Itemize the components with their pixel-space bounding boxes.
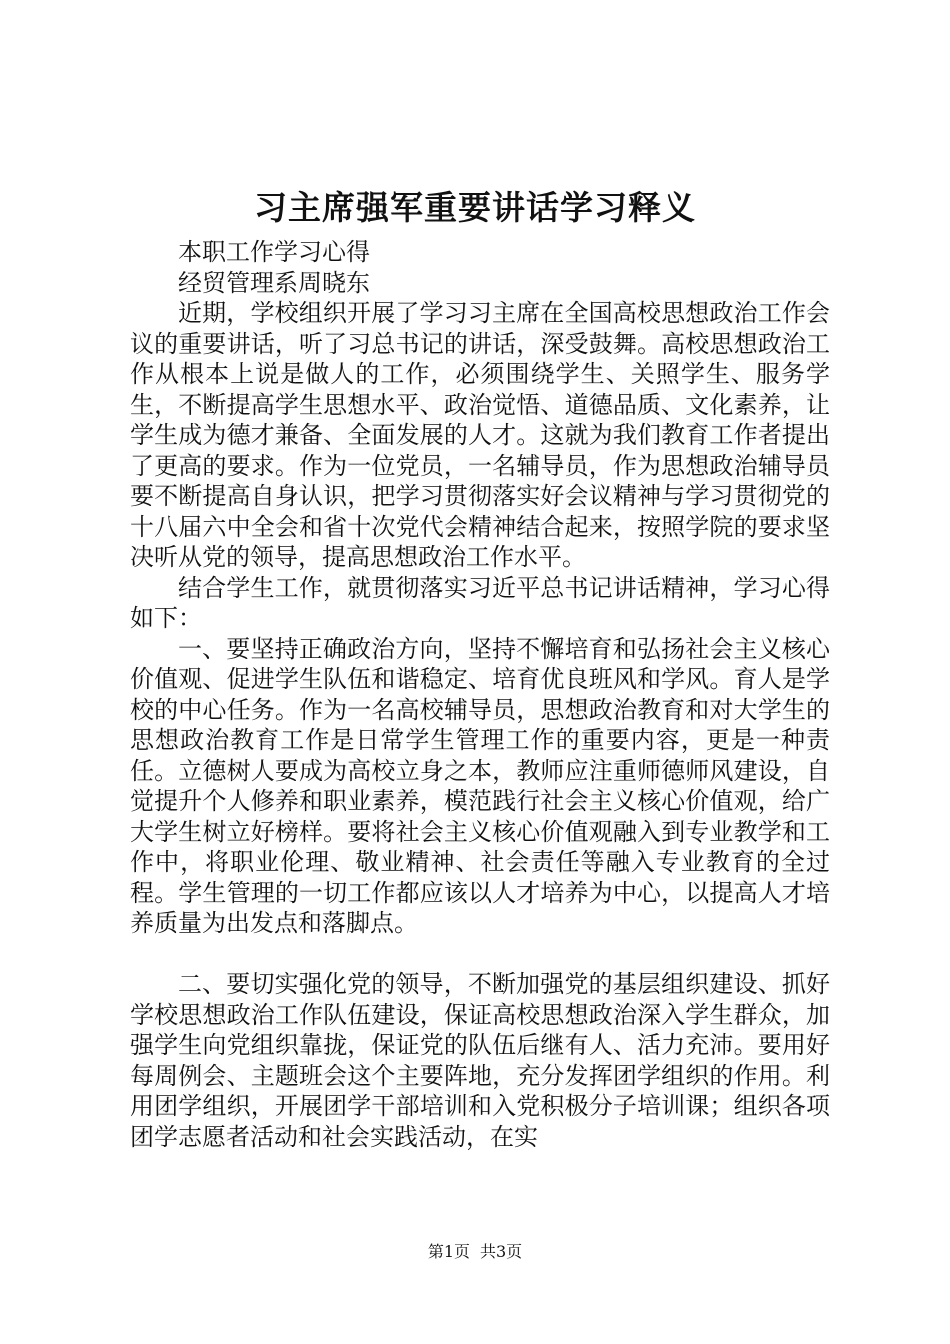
body-paragraph: 一、要坚持正确政治方向，坚持不懈培育和弘扬社会主义核心价值观、促进学生队伍和谐稳定、培育优良班风和学风。育人是学校的中心任务。作为一名高校辅导员，思想政治教育和对大学生的思想政治教育工作是日常学生管理工作的重要内容，更是一种责任。立德树人要成为高校立身之本，教师应注重师德师风建设，自觉提升个人修养和职业素养，模范践行社会主义核心价值观，给广大学生树立好榜样。要将社会主义核心价值观融入到专业教学和工作中，将职业伦理、敬业精神、社会责任等融入专业教育的全过程。学生管理的一切工作都应该以人才培养为中心，以提高人才培养质量为出发点和落脚点。 xyxy=(130,634,830,937)
document-body xyxy=(130,237,830,1152)
body-paragraph: 结合学生工作，就贯彻落实习近平总书记讲话精神，学习心得如下： xyxy=(130,573,830,632)
document-title: 习主席强军重要讲话学习释义 xyxy=(254,188,696,227)
page-number: 第1页 xyxy=(427,1242,470,1261)
subtitle-line: 本职工作学习心得 xyxy=(178,238,370,266)
page-footer xyxy=(0,1242,950,1262)
body-paragraph: 近期，学校组织开展了学习习主席在全国高校思想政治工作会议的重要讲话，听了习总书记的讲话，深受鼓舞。高校思想政治工作从根本上说是做人的工作，必须围绕学生、关照学生、服务学生，不断提高学生思想水平、政治觉悟、道德品质、文化素养，让学生成为德才兼备、全面发展的人才。这就为我们教育工作者提出了更高的要求。作为一位党员，一名辅导员，作为思想政治辅导员要不断提高自身认识，把学习贯彻落实好会议精神与学习贯彻党的十八届六中全会和省十次党代会精神结合起来，按照学院的要求坚决听从党的领导，提高思想政治工作水平。 xyxy=(130,299,830,571)
author-line: 经贸管理系周晓东 xyxy=(178,268,370,297)
body-paragraph: 二、要切实强化党的领导，不断加强党的基层组织建设、抓好学校思想政治工作队伍建设，保证高校思想政治深入学生群众，加强学生向党组织靠拢，保证党的队伍后继有人、活力充沛。要用好每周例会、主题班会这个主要阵地，充分发挥团学组织的作用。利用团学组织，开展团学干部培训和入党积极分子培训课；组织各项团学志愿者活动和社会实践活动，在实 xyxy=(130,970,830,1151)
page-total: 共3页 xyxy=(480,1242,523,1261)
